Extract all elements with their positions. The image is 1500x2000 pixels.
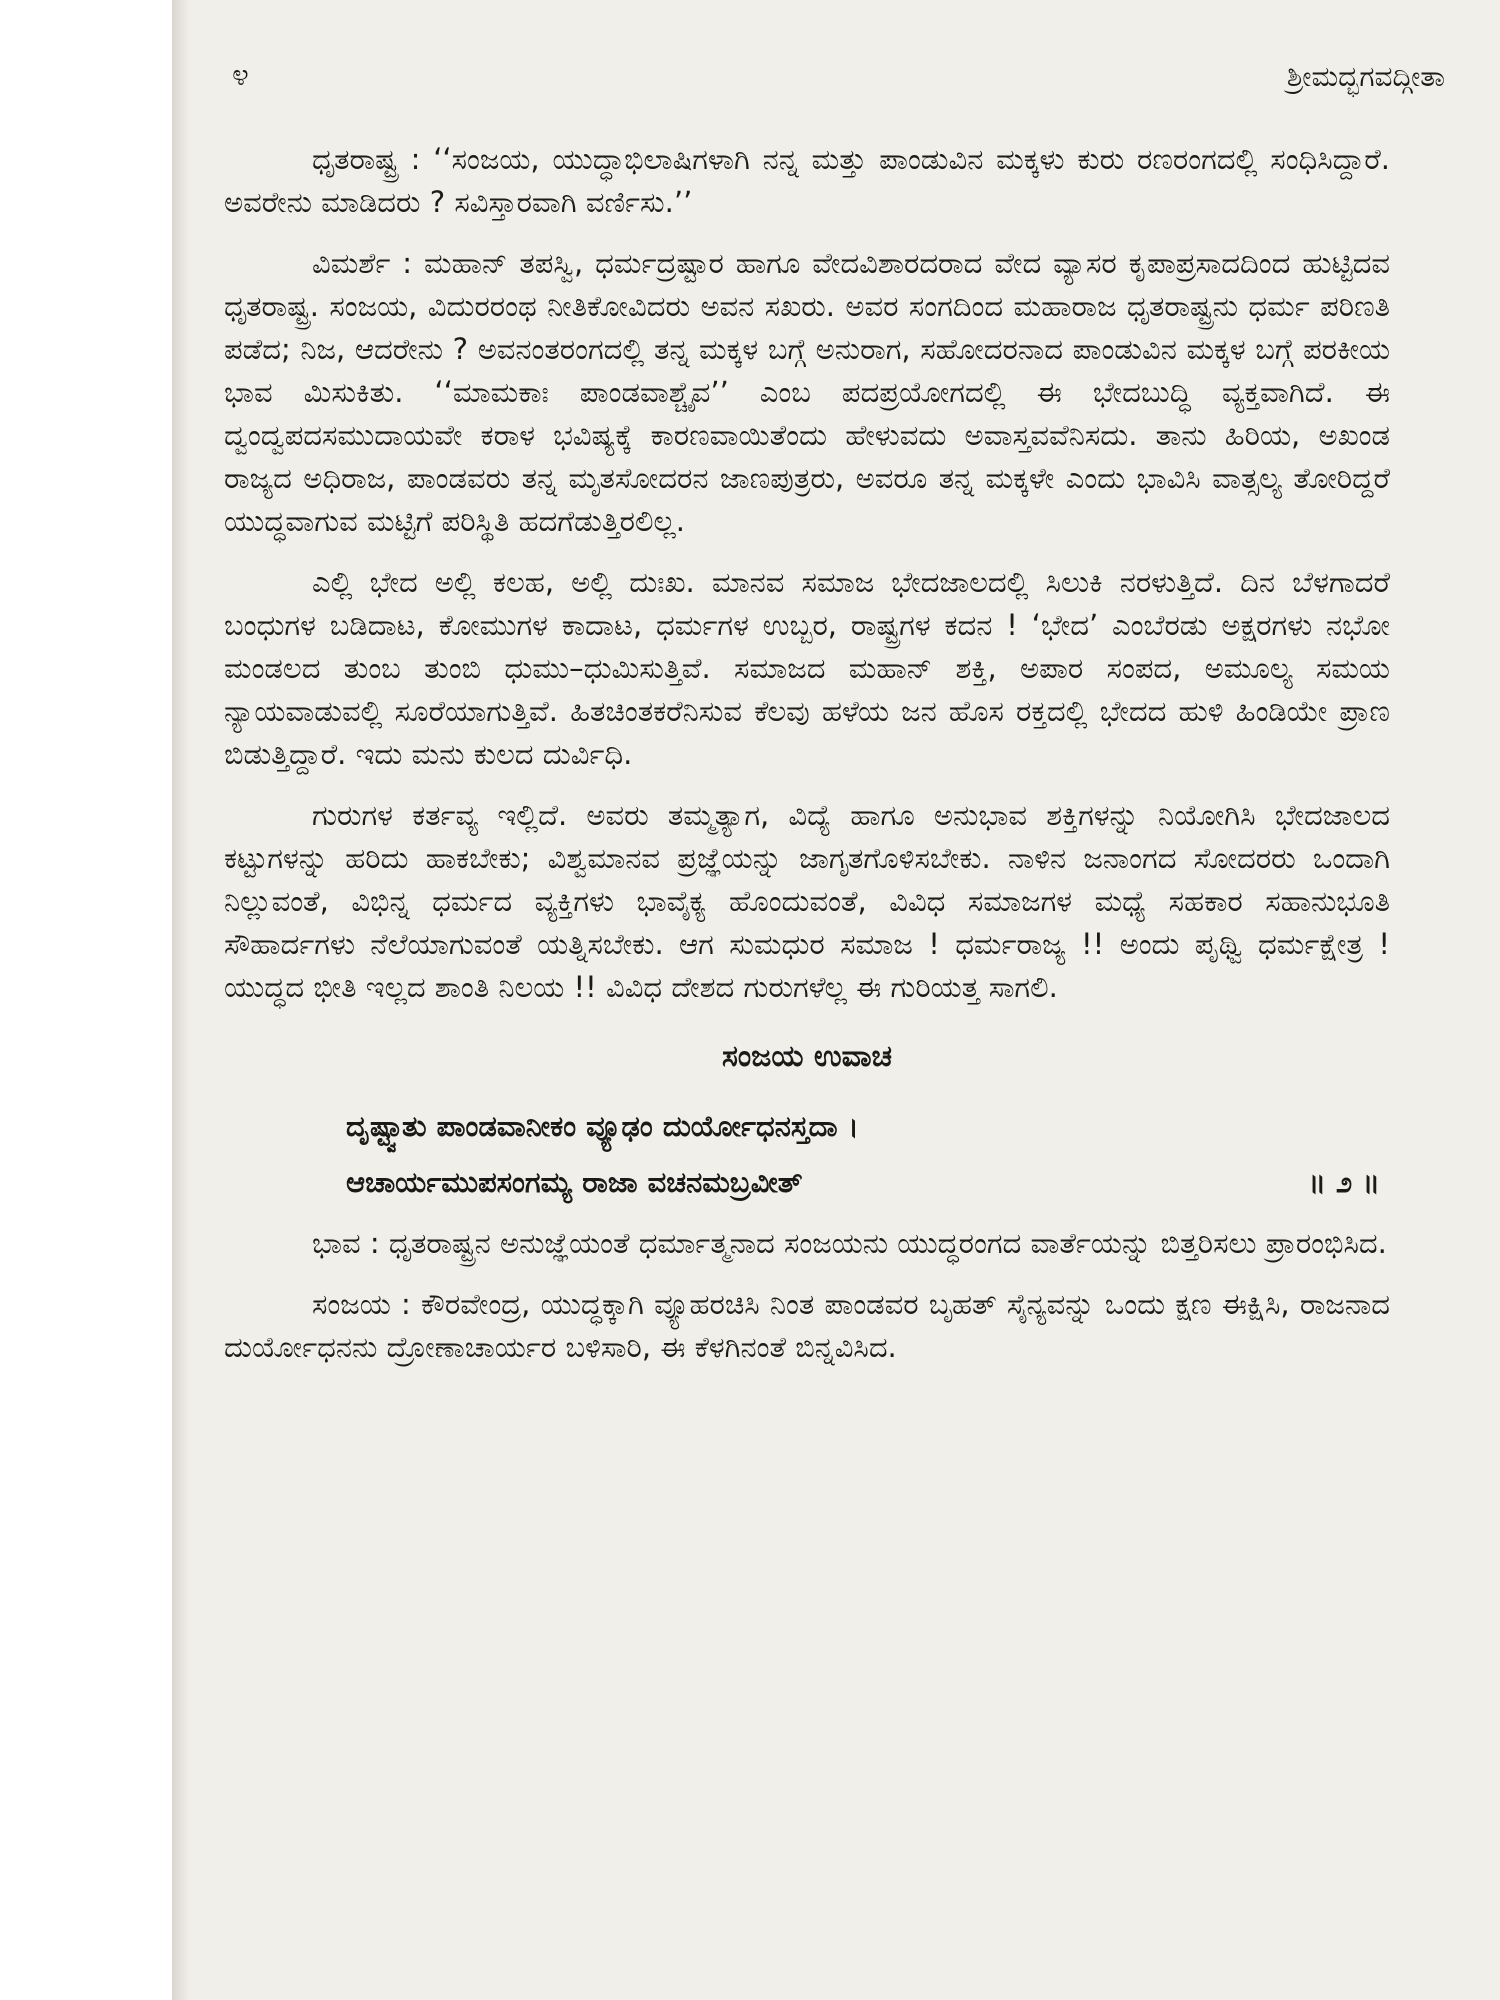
shloka-line-2-row [224,1154,1390,1210]
paragraph-bheda: ಎಲ್ಲಿ ಭೇದ ಅಲ್ಲಿ ಕಲಹ, ಅಲ್ಲಿ ದುಃಖ. ಮಾನವ ಸಮಾಜ ಭೇದಜಾಲದಲ್ಲಿ ಸಿಲುಕಿ ನರಳುತ್ತಿದೆ. ದಿನ ಬೆಳಗಾದರೆ ಬಂಧುಗಳ ಬಡಿದಾಟ, ಕೋಮುಗಳ ಕಾದಾಟ, ಧರ್ಮಗಳ ಉಬ್ಬರ, ರಾಷ್ಟ್ರಗಳ ಕದನ ! ‘ಭೇದ’ ಎಂಬೆರಡು ಅಕ್ಷರಗಳು ನಭೋ ಮಂಡಲದ ತುಂಬ ತುಂಬಿ ಧುಮು–ಧುಮಿಸುತ್ತಿವೆ. ಸಮಾಜದ ಮಹಾನ್ ಶಕ್ತಿ, ಅಪಾರ ಸಂಪದ, ಅಮೂಲ್ಯ ಸಮಯ ನ್ಯಾಯವಾಡುವಲ್ಲಿ ಸೂರೆಯಾಗುತ್ತಿವೆ. ಹಿತಚಿಂತಕರೆನಿಸುವ ಕೆಲವು ಹಳೆಯ ಜನ ಹೊಸ ರಕ್ತದಲ್ಲಿ ಭೇದದ ಹುಳಿ ಹಿಂಡಿಯೇ ಪ್ರಾಣ ಬಿಡುತ್ತಿದ್ದಾರೆ. ಇದು ಮನು ಕುಲದ ದುರ್ವಿಧಿ. [224,565,1390,771]
page-gutter-shadow [172,0,190,2000]
paragraph-bhava: ಭಾವ : ಧೃತರಾಷ್ಟ್ರನ ಅನುಜ್ಞೆಯಂತೆ ಧರ್ಮಾತ್ಮನಾದ ಸಂಜಯನು ಯುದ್ಧರಂಗದ ವಾರ್ತೆಯನ್ನು ಬಿತ್ತರಿಸಲು ಪ್ರಾರಂಭಿಸಿದ. [312,1226,1387,1260]
shloka-line-1: ದೃಷ್ಟ್ವಾತು ಪಾಂಡವಾನೀಕಂ ವ್ಯೂಢಂ ದುರ್ಯೋಧನಸ್ತದಾ । [346,1109,859,1143]
shloka-line-2: ಆಚಾರ್ಯಮುಪಸಂಗಮ್ಯ ರಾಜಾ ವಚನಮಬ್ರವೀತ್ [346,1165,803,1199]
section-heading: ಸಂಜಯ ಉವಾಚ [721,1039,893,1074]
shloka-number: ॥ ೨ ॥ [1308,1165,1380,1199]
paragraph-dhritarashtra: ಧೃತರಾಷ್ಟ್ರ : ‘‘ಸಂಜಯ, ಯುದ್ಧಾಭಿಲಾಷಿಗಳಾಗಿ ನನ್ನ ಮತ್ತು ಪಾಂಡುವಿನ ಮಕ್ಕಳು ಕುರು ರಣರಂಗದಲ್ಲಿ ಸಂಧಿಸಿದ್ದಾರೆ. ಅವರೇನು ಮಾಡಿದರು ? ಸವಿಸ್ತಾರವಾಗಿ ವರ್ಣಿಸು.’’ [224,142,1390,219]
page-body [224,138,1390,1387]
paragraph-gurugala: ಗುರುಗಳ ಕರ್ತವ್ಯ ಇಲ್ಲಿದೆ. ಅವರು ತಮ್ಮತ್ಯಾಗ, ವಿದ್ಯೆ ಹಾಗೂ ಅನುಭಾವ ಶಕ್ತಿಗಳನ್ನು ನಿಯೋಗಿಸಿ ಭೇದಜಾಲದ ಕಟ್ಟುಗಳನ್ನು ಹರಿದು ಹಾಕಬೇಕು; ವಿಶ್ವಮಾನವ ಪ್ರಜ್ಞೆಯನ್ನು ಜಾಗೃತಗೊಳಿಸಬೇಕು. ನಾಳಿನ ಜನಾಂಗದ ಸೋದರರು ಒಂದಾಗಿ ನಿಲ್ಲುವಂತೆ, ವಿಭಿನ್ನ ಧರ್ಮದ ವ್ಯಕ್ತಿಗಳು ಭಾವೈಕ್ಯ ಹೊಂದುವಂತೆ, ವಿವಿಧ ಸಮಾಜಗಳ ಮಧ್ಯೆ ಸಹಕಾರ ಸಹಾನುಭೂತಿ ಸೌಹಾರ್ದಗಳು ನೆಲೆಯಾಗುವಂತೆ ಯತ್ನಿಸಬೇಕು. ಆಗ ಸುಮಧುರ ಸಮಾಜ ! ಧರ್ಮರಾಜ್ಯ !! ಅಂದು ಪೃಥ್ವಿ ಧರ್ಮಕ್ಷೇತ್ರ ! ಯುದ್ಧದ ಭೀತಿ ಇಲ್ಲದ ಶಾಂತಿ ನಿಲಯ !! ವಿವಿಧ ದೇಶದ ಗುರುಗಳೆಲ್ಲ ಈ ಗುರಿಯತ್ತ ಸಾಗಲಿ. [224,798,1390,1004]
page-number: ೪ [232,58,249,93]
running-title: ಶ್ರೀಮದ್ಭಗವದ್ಗೀತಾ [1286,60,1445,93]
book-page [172,0,1500,2000]
paragraph-sanjaya: ಸಂಜಯ : ಕೌರವೇಂದ್ರ, ಯುದ್ಧಕ್ಕಾಗಿ ವ್ಯೂಹರಚಿಸಿ ನಿಂತ ಪಾಂಡವರ ಬೃಹತ್ ಸೈನ್ಯವನ್ನು ಒಂದು ಕ್ಷಣ ಈಕ್ಷಿಸಿ, ರಾಜನಾದ ದುರ್ಯೋಧನನು ದ್ರೋಣಾಚಾರ್ಯರ ಬಳಿಸಾರಿ, ಈ ಕೆಳಗಿನಂತೆ ಬಿನ್ನವಿಸಿದ. [224,1287,1390,1364]
paragraph-vimarshe: ವಿಮರ್ಶೆ : ಮಹಾನ್ ತಪಸ್ವಿ, ಧರ್ಮದ್ರಷ್ಟಾರ ಹಾಗೂ ವೇದವಿಶಾರದರಾದ ವೇದ ವ್ಯಾಸರ ಕೃಪಾಪ್ರಸಾದದಿಂದ ಹುಟ್ಟಿದವ ಧೃತರಾಷ್ಟ್ರ. ಸಂಜಯ, ವಿದುರರಂಥ ನೀತಿಕೋವಿದರು ಅವನ ಸಖರು. ಅವರ ಸಂಗದಿಂದ ಮಹಾರಾಜ ಧೃತರಾಷ್ಟ್ರನು ಧರ್ಮ ಪರಿಣತಿ ಪಡೆದ; ನಿಜ, ಆದರೇನು ? ಅವನಂತರಂಗದಲ್ಲಿ ತನ್ನ ಮಕ್ಕಳ ಬಗ್ಗೆ ಅನುರಾಗ, ಸಹೋದರನಾದ ಪಾಂಡುವಿನ ಮಕ್ಕಳ ಬಗ್ಗೆ ಪರಕೀಯ ಭಾವ ಮಿಸುಕಿತು. ‘‘ಮಾಮಕಾಃ ಪಾಂಡವಾಶ್ಚೈವ’’ ಎಂಬ ಪದಪ್ರಯೋಗದಲ್ಲಿ ಈ ಭೇದಬುದ್ಧಿ ವ್ಯಕ್ತವಾಗಿದೆ. ಈ ದ್ವಂದ್ವಪದಸಮುದಾಯವೇ ಕರಾಳ ಭವಿಷ್ಯಕ್ಕೆ ಕಾರಣವಾಯಿತೆಂದು ಹೇಳುವದು ಅವಾಸ್ತವವೆನಿಸದು. ತಾನು ಹಿರಿಯ, ಅಖಂಡ ರಾಜ್ಯದ ಅಧಿರಾಜ, ಪಾಂಡವರು ತನ್ನ ಮೃತಸೋದರನ ಜಾಣಪುತ್ರರು, ಅವರೂ ತನ್ನ ಮಕ್ಕಳೇ ಎಂದು ಭಾವಿಸಿ ವಾತ್ಸಲ್ಯ ತೋರಿದ್ದರೆ ಯುದ್ಧವಾಗುವ ಮಟ್ಟಿಗೆ ಪರಿಸ್ಥಿತಿ ಹದಗೆಡುತ್ತಿರಲಿಲ್ಲ. [224,246,1390,538]
shloka [224,1098,1390,1210]
